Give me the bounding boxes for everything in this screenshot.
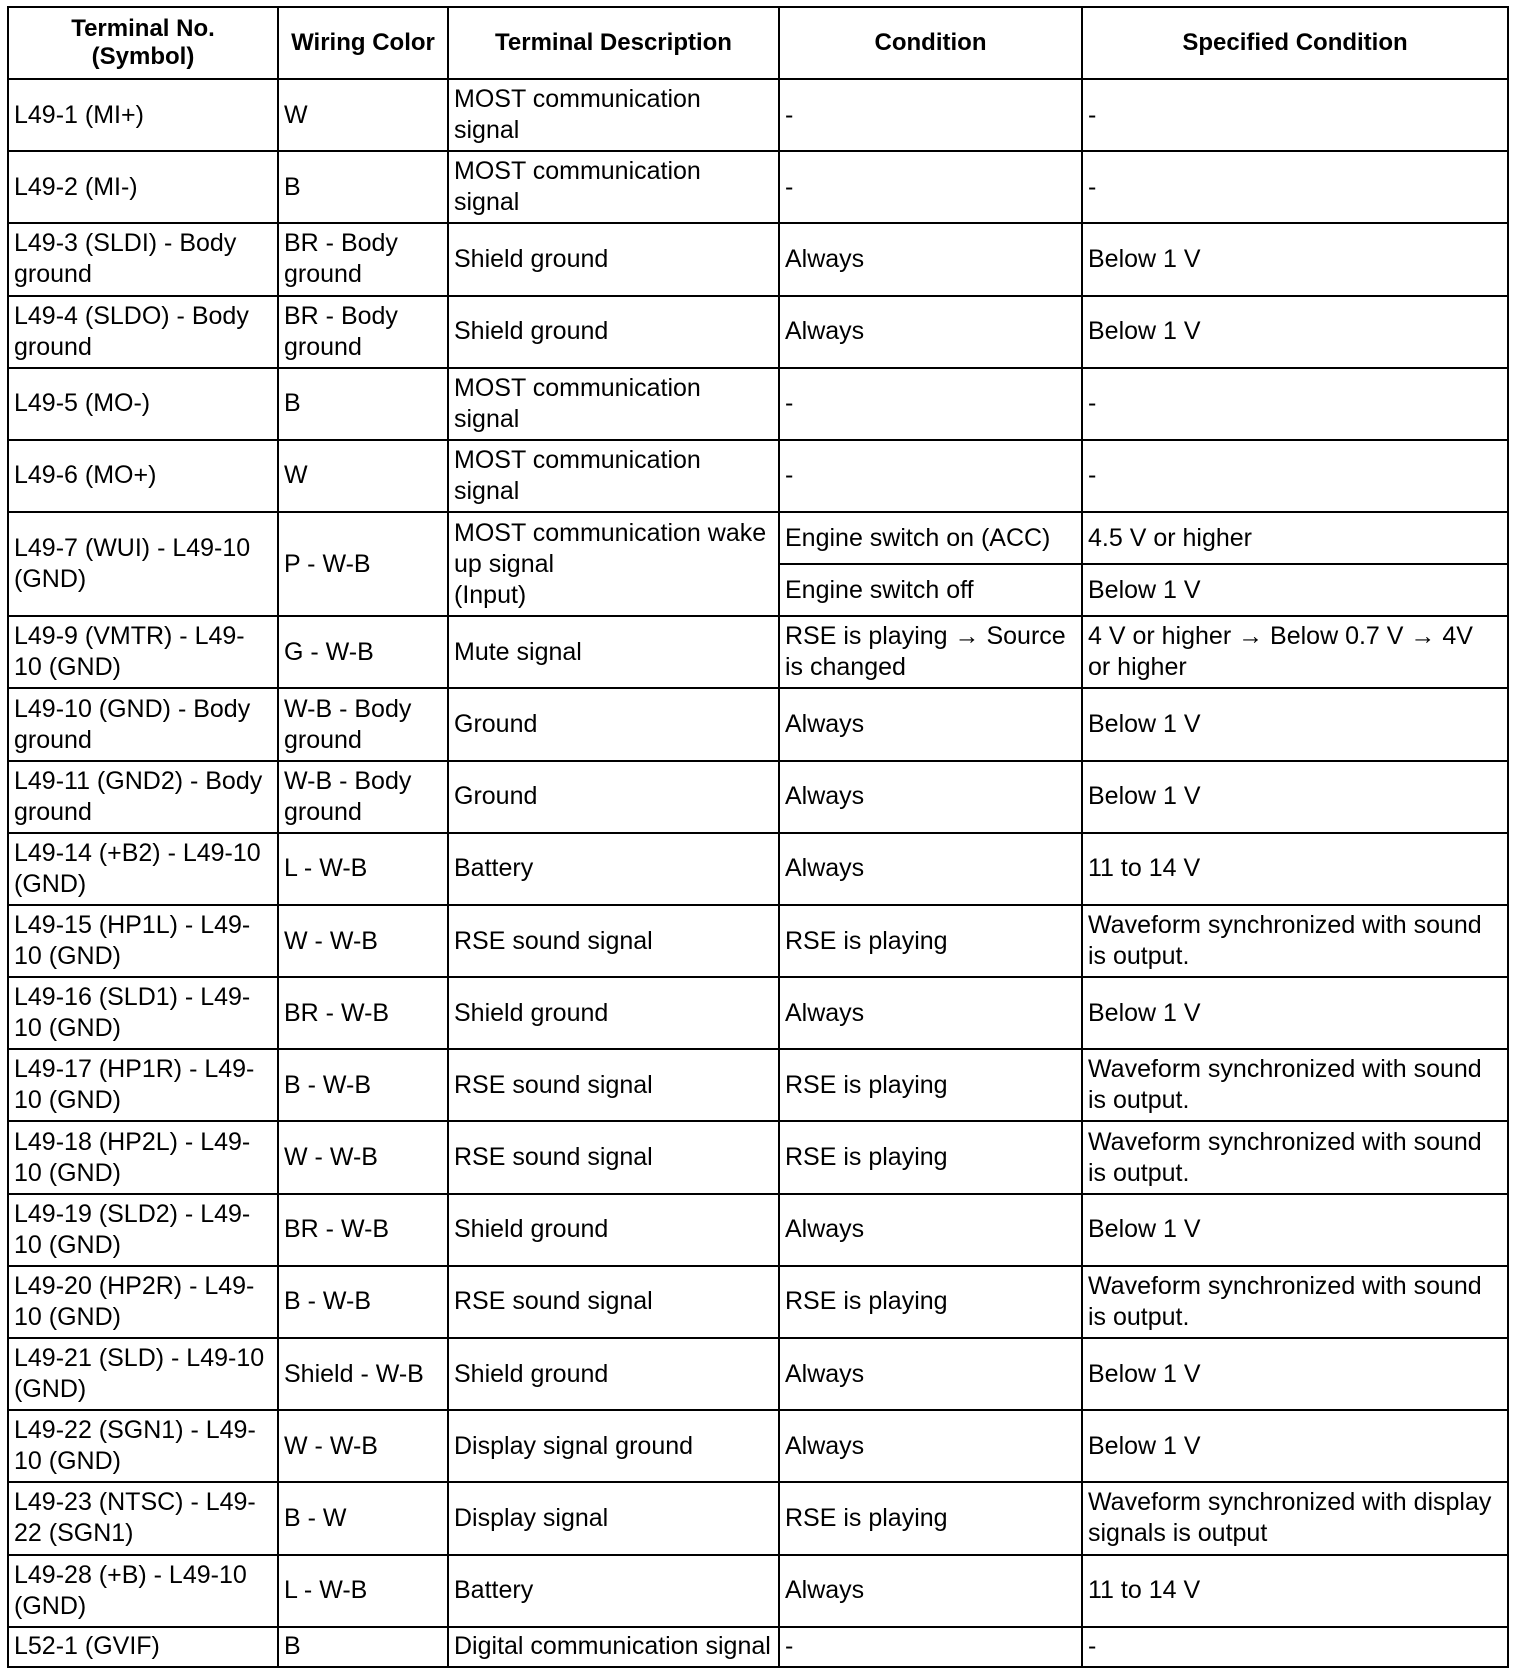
description-cell: Shield ground bbox=[448, 977, 779, 1049]
specified-condition-cell: Waveform synchronized with sound is output. bbox=[1082, 1121, 1508, 1193]
table-row bbox=[8, 761, 1508, 833]
wiring-color-cell: B bbox=[278, 368, 448, 440]
wiring-color-cell: W-B - Body ground bbox=[278, 761, 448, 833]
terminal-cell: L49-23 (NTSC) - L49-22 (SGN1) bbox=[8, 1482, 278, 1554]
description-cell: RSE sound signal bbox=[448, 1266, 779, 1338]
wiring-color-cell: BR - W-B bbox=[278, 1194, 448, 1266]
table-row bbox=[8, 1266, 1508, 1338]
terminal-cell: L49-21 (SLD) - L49-10 (GND) bbox=[8, 1338, 278, 1410]
description-cell: RSE sound signal bbox=[448, 905, 779, 977]
table-row bbox=[8, 79, 1508, 151]
wiring-color-cell: W-B - Body ground bbox=[278, 688, 448, 760]
terminal-cell: L49-20 (HP2R) - L49-10 (GND) bbox=[8, 1266, 278, 1338]
specified-condition-cell: Below 1 V bbox=[1082, 223, 1508, 295]
condition-cell: RSE is playing bbox=[779, 1049, 1082, 1121]
wiring-color-cell: G - W-B bbox=[278, 616, 448, 688]
table-body bbox=[8, 79, 1508, 1667]
condition-cell: Always bbox=[779, 1410, 1082, 1482]
header-terminal-no bbox=[8, 7, 278, 79]
table-row bbox=[8, 223, 1508, 295]
header-terminal-no-label: Terminal No. (Symbol) bbox=[71, 15, 215, 70]
table-row bbox=[8, 1194, 1508, 1266]
specified-condition-cell: - bbox=[1082, 440, 1508, 512]
specified-condition-cell: Waveform synchronized with sound is output. bbox=[1082, 905, 1508, 977]
specified-condition-cell: Below 1 V bbox=[1082, 1410, 1508, 1482]
specified-condition-cell: Waveform synchronized with sound is output. bbox=[1082, 1049, 1508, 1121]
table-row bbox=[8, 440, 1508, 512]
description-cell: Display signal ground bbox=[448, 1410, 779, 1482]
specified-condition-cell: - bbox=[1082, 151, 1508, 223]
header-row bbox=[8, 7, 1508, 79]
condition-cell: Always bbox=[779, 833, 1082, 905]
table-row bbox=[8, 1410, 1508, 1482]
condition-cell: - bbox=[779, 368, 1082, 440]
terminal-cell: L49-17 (HP1R) - L49-10 (GND) bbox=[8, 1049, 278, 1121]
specified-condition-cell: Waveform synchronized with sound is output. bbox=[1082, 1266, 1508, 1338]
wiring-color-cell: B bbox=[278, 1627, 448, 1667]
condition-cell: - bbox=[779, 440, 1082, 512]
terminal-cell: L49-19 (SLD2) - L49-10 (GND) bbox=[8, 1194, 278, 1266]
terminal-cell: L49-4 (SLDO) - Body ground bbox=[8, 296, 278, 368]
terminal-cell: L49-6 (MO+) bbox=[8, 440, 278, 512]
wiring-color-cell: B - W-B bbox=[278, 1266, 448, 1338]
wiring-color-cell: Shield - W-B bbox=[278, 1338, 448, 1410]
table-row bbox=[8, 688, 1508, 760]
header-specified-condition bbox=[1082, 7, 1508, 79]
table-row bbox=[8, 905, 1508, 977]
header-condition bbox=[779, 7, 1082, 79]
terminal-cell: L49-9 (VMTR) - L49-10 (GND) bbox=[8, 616, 278, 688]
table-row bbox=[8, 151, 1508, 223]
specified-condition-cell: Below 1 V bbox=[1082, 977, 1508, 1049]
condition-cell: Engine switch off bbox=[779, 564, 1082, 616]
description-cell: MOST communication signal bbox=[448, 440, 779, 512]
table-row bbox=[8, 977, 1508, 1049]
description-cell: RSE sound signal bbox=[448, 1121, 779, 1193]
specified-condition-cell: 4 V or higher → Below 0.7 V → 4V or higher bbox=[1082, 616, 1508, 688]
specified-condition-cell: Below 1 V bbox=[1082, 564, 1508, 616]
header-wiring-color-label: Wiring Color bbox=[291, 29, 435, 56]
wiring-color-cell: P - W-B bbox=[278, 512, 448, 616]
terminal-cell: L49-3 (SLDI) - Body ground bbox=[8, 223, 278, 295]
terminal-cell: L49-11 (GND2) - Body ground bbox=[8, 761, 278, 833]
specified-condition-cell: 11 to 14 V bbox=[1082, 1555, 1508, 1627]
description-cell: MOST communication signal bbox=[448, 151, 779, 223]
table-row bbox=[8, 616, 1508, 688]
table-row bbox=[8, 1627, 1508, 1667]
condition-cell: Always bbox=[779, 296, 1082, 368]
condition-cell: - bbox=[779, 79, 1082, 151]
condition-cell: RSE is playing bbox=[779, 905, 1082, 977]
specified-condition-cell: 11 to 14 V bbox=[1082, 833, 1508, 905]
terminal-cell: L49-14 (+B2) - L49-10 (GND) bbox=[8, 833, 278, 905]
wiring-color-cell: W - W-B bbox=[278, 1121, 448, 1193]
table-row bbox=[8, 1338, 1508, 1410]
terminal-cell: L49-10 (GND) - Body ground bbox=[8, 688, 278, 760]
condition-cell: RSE is playing bbox=[779, 1121, 1082, 1193]
terminal-cell: L49-2 (MI-) bbox=[8, 151, 278, 223]
specified-condition-cell: - bbox=[1082, 368, 1508, 440]
table-row bbox=[8, 368, 1508, 440]
terminal-cell: L49-7 (WUI) - L49-10 (GND) bbox=[8, 512, 278, 616]
table-row bbox=[8, 1482, 1508, 1554]
description-cell: Shield ground bbox=[448, 296, 779, 368]
wiring-color-cell: L - W-B bbox=[278, 833, 448, 905]
terminal-cell: L49-5 (MO-) bbox=[8, 368, 278, 440]
description-cell: MOST communication wake up signal (Input) bbox=[448, 512, 779, 616]
specified-condition-cell: Waveform synchronized with display signals is output bbox=[1082, 1482, 1508, 1554]
specified-condition-cell: Below 1 V bbox=[1082, 1194, 1508, 1266]
wiring-color-cell: B bbox=[278, 151, 448, 223]
condition-cell: Always bbox=[779, 223, 1082, 295]
header-terminal-description bbox=[448, 7, 779, 79]
table-row bbox=[8, 1049, 1508, 1121]
specified-condition-cell: Below 1 V bbox=[1082, 688, 1508, 760]
description-cell: Display signal bbox=[448, 1482, 779, 1554]
condition-cell: - bbox=[779, 151, 1082, 223]
description-cell: Battery bbox=[448, 833, 779, 905]
terminal-cell: L49-15 (HP1L) - L49-10 (GND) bbox=[8, 905, 278, 977]
wiring-color-cell: W bbox=[278, 79, 448, 151]
wiring-color-cell: W bbox=[278, 440, 448, 512]
condition-cell: RSE is playing bbox=[779, 1482, 1082, 1554]
table-row bbox=[8, 833, 1508, 905]
description-cell: Mute signal bbox=[448, 616, 779, 688]
terminal-table bbox=[7, 6, 1509, 1668]
table-row bbox=[8, 1555, 1508, 1627]
terminal-cell: L49-16 (SLD1) - L49-10 (GND) bbox=[8, 977, 278, 1049]
terminal-cell: L49-1 (MI+) bbox=[8, 79, 278, 151]
description-cell: Battery bbox=[448, 1555, 779, 1627]
condition-cell: Always bbox=[779, 1555, 1082, 1627]
description-cell: Shield ground bbox=[448, 1338, 779, 1410]
description-cell: Shield ground bbox=[448, 223, 779, 295]
header-condition-label: Condition bbox=[874, 29, 987, 56]
condition-cell: Always bbox=[779, 1194, 1082, 1266]
description-cell: Shield ground bbox=[448, 1194, 779, 1266]
terminal-cell: L49-28 (+B) - L49-10 (GND) bbox=[8, 1555, 278, 1627]
description-cell: RSE sound signal bbox=[448, 1049, 779, 1121]
wiring-color-cell: L - W-B bbox=[278, 1555, 448, 1627]
condition-cell: Always bbox=[779, 977, 1082, 1049]
description-cell: MOST communication signal bbox=[448, 368, 779, 440]
header-terminal-description-label: Terminal Description bbox=[495, 29, 732, 56]
terminal-cell: L52-1 (GVIF) bbox=[8, 1627, 278, 1667]
table-row bbox=[8, 1121, 1508, 1193]
wiring-color-cell: W - W-B bbox=[278, 1410, 448, 1482]
description-cell: Ground bbox=[448, 688, 779, 760]
wiring-color-cell: B - W bbox=[278, 1482, 448, 1554]
specified-condition-cell: Below 1 V bbox=[1082, 296, 1508, 368]
specified-condition-cell: Below 1 V bbox=[1082, 761, 1508, 833]
condition-cell: Engine switch on (ACC) bbox=[779, 512, 1082, 564]
condition-cell: Always bbox=[779, 688, 1082, 760]
description-cell: Digital communication signal bbox=[448, 1627, 779, 1667]
condition-cell: Always bbox=[779, 1338, 1082, 1410]
table-row bbox=[8, 296, 1508, 368]
header-wiring-color bbox=[278, 7, 448, 79]
description-cell: Ground bbox=[448, 761, 779, 833]
wiring-color-cell: B - W-B bbox=[278, 1049, 448, 1121]
header-specified-condition-label: Specified Condition bbox=[1182, 29, 1408, 56]
description-cell: MOST communication signal bbox=[448, 79, 779, 151]
specified-condition-cell: - bbox=[1082, 79, 1508, 151]
specified-condition-cell: 4.5 V or higher bbox=[1082, 512, 1508, 564]
condition-cell: - bbox=[779, 1627, 1082, 1667]
wiring-color-cell: BR - Body ground bbox=[278, 296, 448, 368]
specified-condition-cell: - bbox=[1082, 1627, 1508, 1667]
terminal-cell: L49-22 (SGN1) - L49-10 (GND) bbox=[8, 1410, 278, 1482]
condition-cell: RSE is playing → Source is changed bbox=[779, 616, 1082, 688]
wiring-color-cell: W - W-B bbox=[278, 905, 448, 977]
table-row bbox=[8, 512, 1508, 564]
condition-cell: Always bbox=[779, 761, 1082, 833]
condition-cell: RSE is playing bbox=[779, 1266, 1082, 1338]
specified-condition-cell: Below 1 V bbox=[1082, 1338, 1508, 1410]
wiring-color-cell: BR - Body ground bbox=[278, 223, 448, 295]
wiring-color-cell: BR - W-B bbox=[278, 977, 448, 1049]
terminal-cell: L49-18 (HP2L) - L49-10 (GND) bbox=[8, 1121, 278, 1193]
